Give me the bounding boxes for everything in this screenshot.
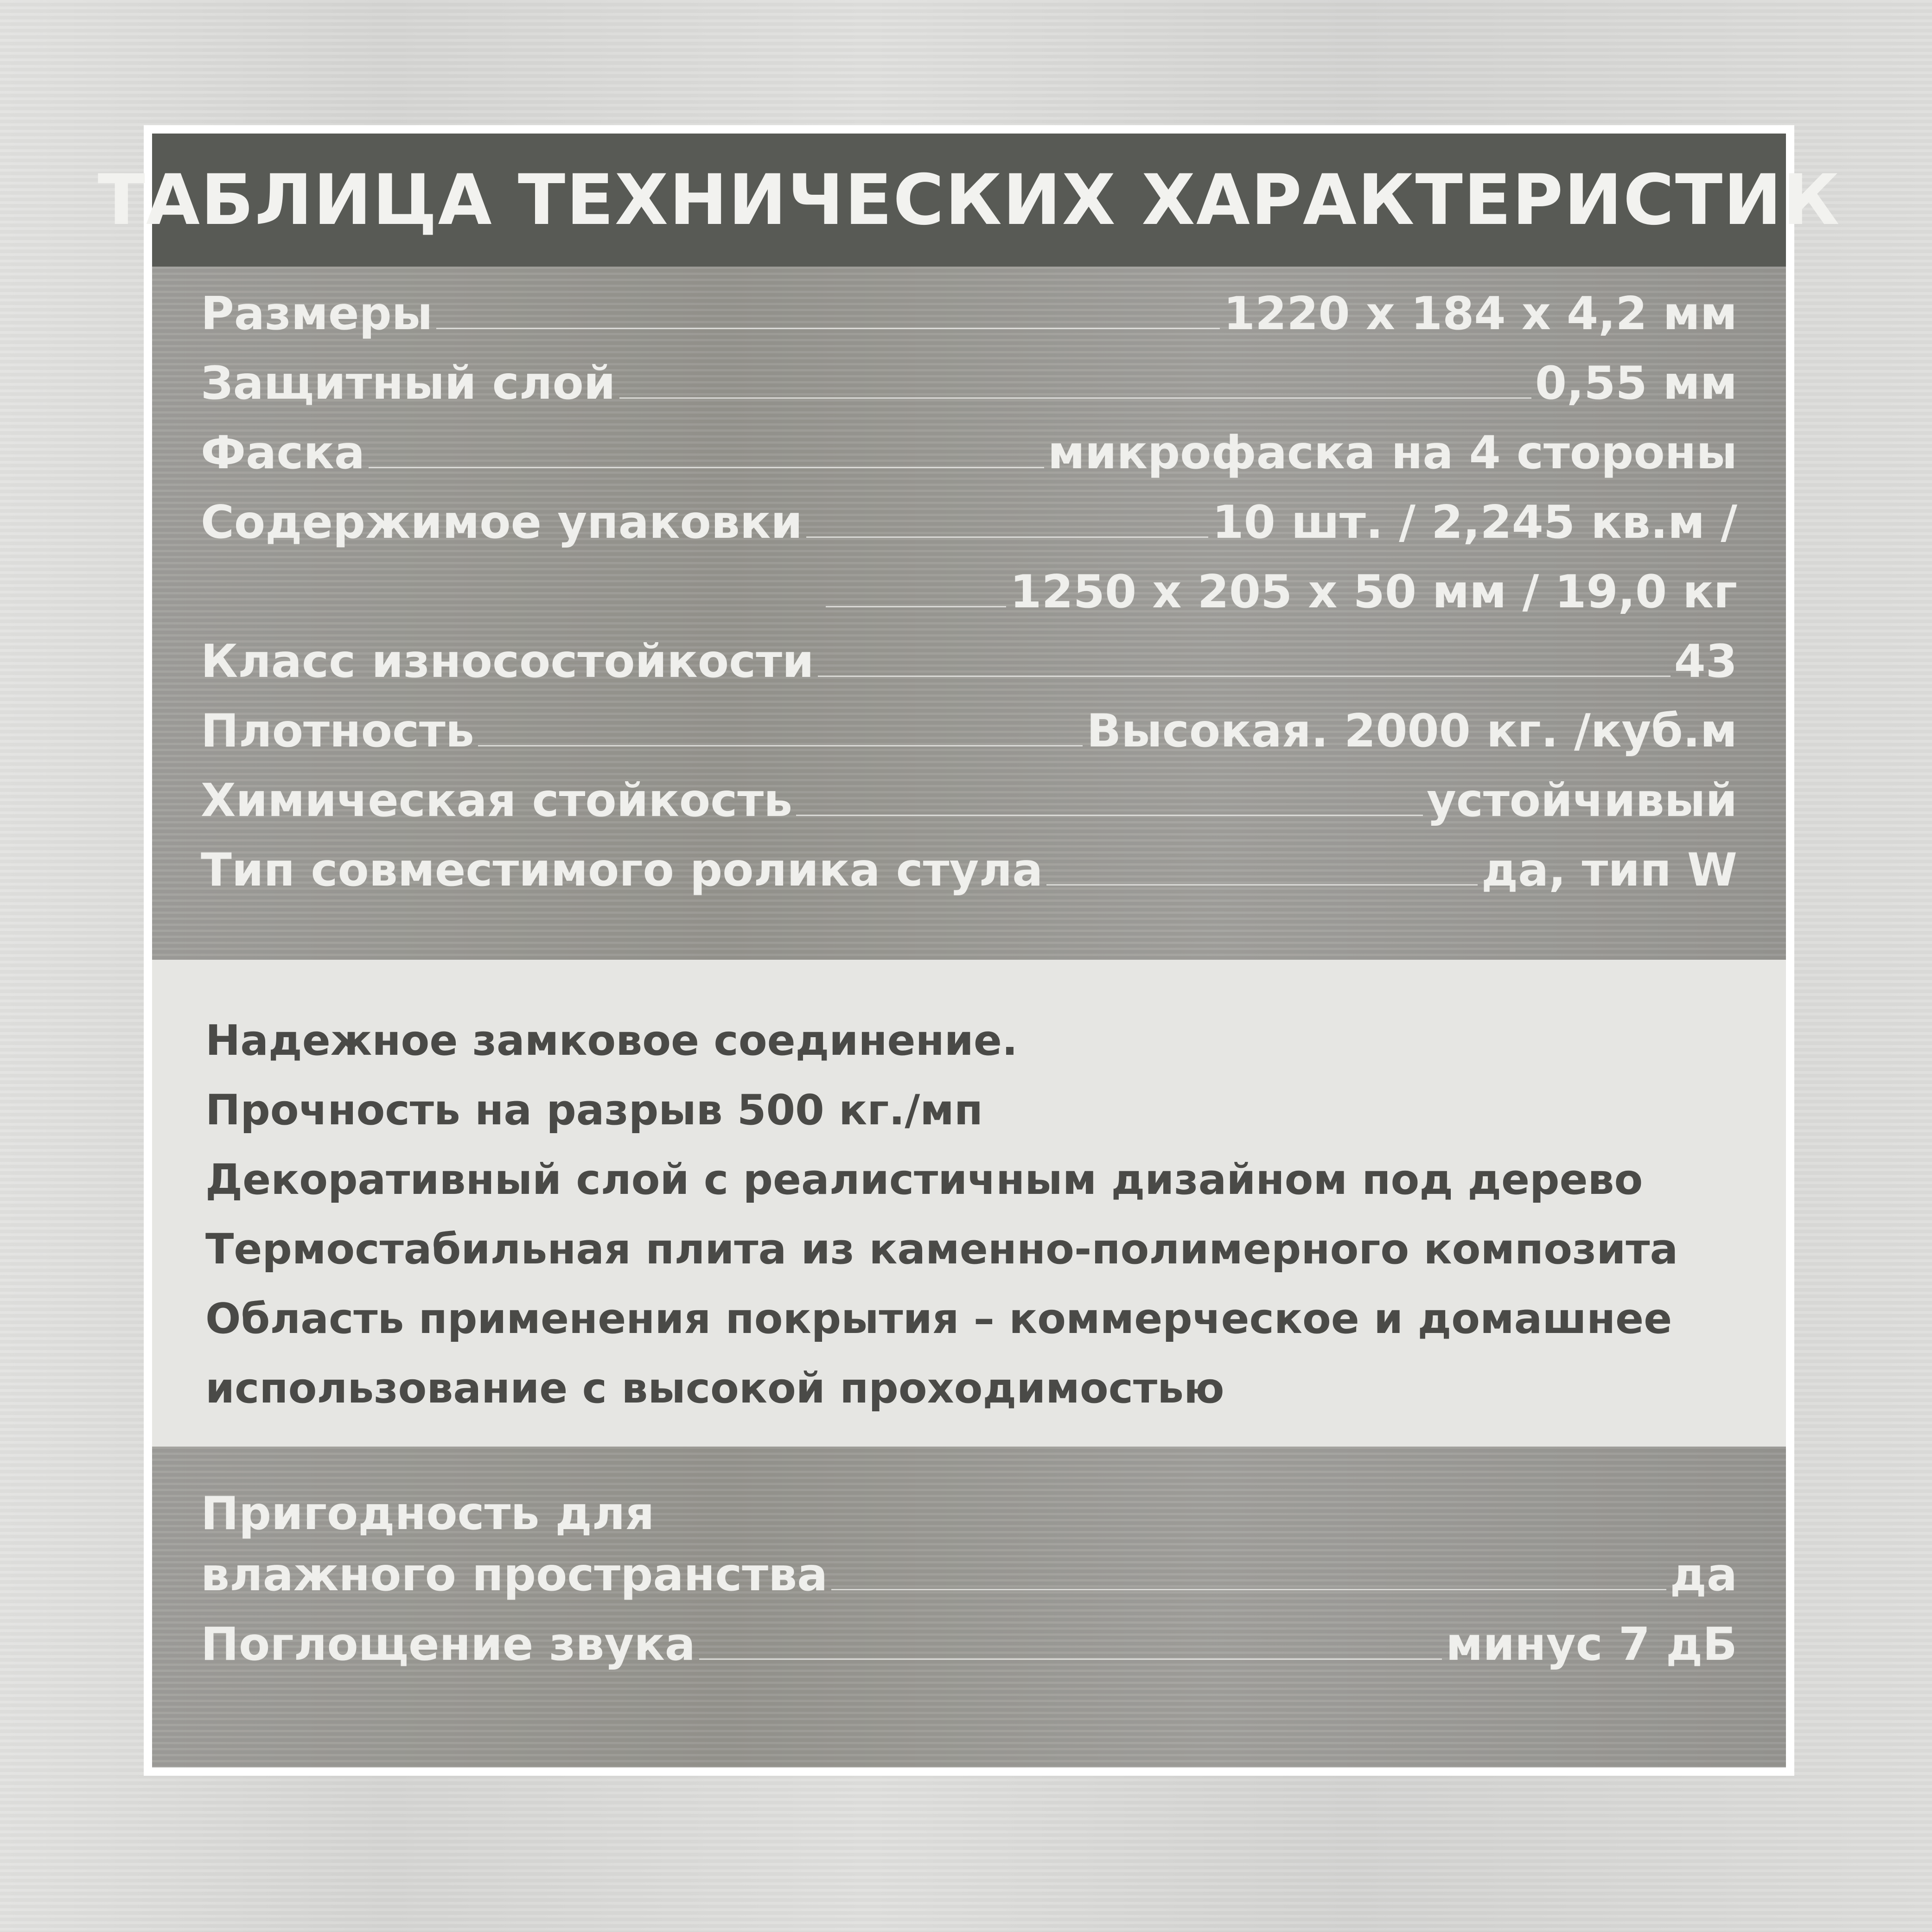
feature-line: Декоративный слой с реалистичным дизайном под дерево <box>205 1155 1643 1204</box>
spec-row-package-contents <box>201 496 1737 566</box>
spec-value: микрофаска на 4 стороны <box>1047 427 1737 479</box>
spec-label: Поглощение звука <box>201 1618 695 1671</box>
spec-row-density <box>201 705 1737 774</box>
spec-label: Класс износостойкости <box>201 635 814 688</box>
spec-label: Защитный слой <box>201 357 616 410</box>
spec-value: минус 7 дБ <box>1446 1618 1737 1671</box>
spec-row-bevel <box>201 427 1737 496</box>
spec-row-chair-caster <box>201 844 1737 913</box>
page-title: ТАБЛИЦА ТЕХНИЧЕСКИХ ХАРАКТЕРИСТИК <box>97 159 1841 241</box>
bottom-spec-panel <box>152 1447 1786 1767</box>
leader-line <box>831 1584 1666 1590</box>
spec-label: Размеры <box>201 287 433 340</box>
spec-row-humidity <box>201 1549 1737 1618</box>
leader-line <box>619 393 1531 399</box>
bottom-spec-list <box>201 1479 1737 1688</box>
spec-row-package-contents-cont <box>201 566 1737 635</box>
feature-line: Надежное замковое соединение. <box>205 1016 1018 1065</box>
feature-line: Область применения покрытия – коммерческое и домашнее <box>205 1294 1672 1343</box>
feature-list <box>205 1006 1678 1423</box>
title-bar <box>97 134 1841 267</box>
spec-value: устойчивый <box>1426 774 1737 827</box>
spec-row-dimensions <box>201 287 1737 357</box>
spec-row-wear-class <box>201 635 1737 705</box>
spec-value: да <box>1670 1549 1737 1601</box>
feature-line: использование с высокой проходимостью <box>205 1364 1224 1413</box>
leader-line <box>796 810 1423 816</box>
spec-list <box>201 287 1737 913</box>
feature-line: Термостабильная плита из каменно-полимерного композита <box>205 1225 1678 1274</box>
spec-value: 43 <box>1674 635 1737 688</box>
spec-value: 1250 х 205 х 50 мм / 19,0 кг <box>1010 566 1737 618</box>
leader-line <box>818 671 1671 677</box>
leader-line <box>436 323 1220 329</box>
spec-value: 0,55 мм <box>1535 357 1737 410</box>
leader-line <box>478 740 1083 746</box>
spec-value: 1220 х 184 х 4,2 мм <box>1223 287 1737 340</box>
spec-label: Фаска <box>201 427 365 479</box>
spec-panel <box>152 267 1786 960</box>
spec-label: Плотность <box>201 705 474 758</box>
spec-label: Тип совместимого ролика стула <box>201 844 1043 897</box>
spec-row-wear-layer <box>201 357 1737 427</box>
spec-label: Химическая стойкость <box>201 774 793 827</box>
spec-row-sound-absorption <box>201 1618 1737 1688</box>
leader-line <box>806 532 1209 538</box>
spec-row-chemical-resistance <box>201 774 1737 844</box>
feature-line: Прочность на разрыв 500 кг./мп <box>205 1086 983 1135</box>
leader-line <box>826 601 1006 607</box>
leader-line <box>699 1654 1442 1660</box>
spec-card <box>97 125 1841 1776</box>
spec-label-humidity-line1: Пригодность для <box>201 1487 655 1540</box>
spec-value: 10 шт. / 2,245 кв.м / <box>1212 496 1737 549</box>
spec-label: Содержимое упаковки <box>201 496 803 549</box>
spec-value: Высокая. 2000 кг. /куб.м <box>1086 705 1737 758</box>
spec-value: да, тип W <box>1481 844 1737 897</box>
features-panel <box>152 960 1786 1447</box>
leader-line <box>369 462 1044 468</box>
spec-label: влажного пространства <box>201 1549 828 1601</box>
leader-line <box>1046 880 1478 886</box>
